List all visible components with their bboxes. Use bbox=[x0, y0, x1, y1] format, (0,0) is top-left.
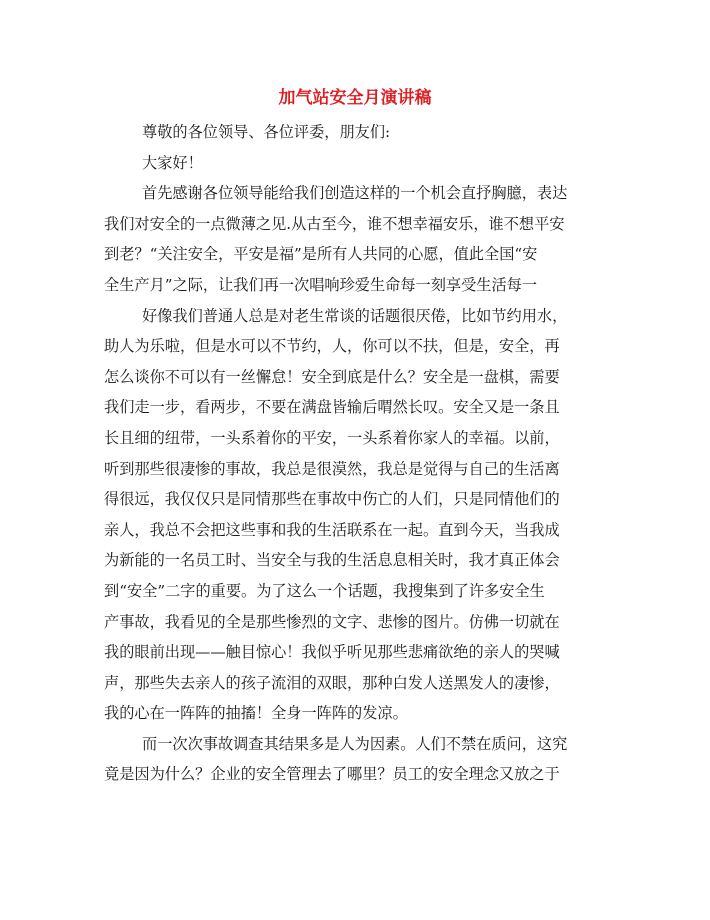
text-line: 声，那些失去亲人的孩子流泪的双眼，那种白发人送黑发人的凄惨， bbox=[104, 673, 560, 692]
text-line: 而一次次事故调查其结果多是人为因素。人们不禁在质问，这究 bbox=[142, 734, 568, 753]
paragraph-1 bbox=[104, 178, 598, 300]
paragraph-salutation bbox=[104, 117, 598, 148]
text-line: 竟是因为什么？企业的安全管理去了哪里？员工的安全理念又放之于 bbox=[104, 765, 560, 784]
text-line: 我们走一步，看两步，不要在满盘皆输后喟然长叹。安全又是一条且 bbox=[104, 398, 560, 417]
text-line: 到老？“关注安全，平安是福”是所有人共同的心愿，值此全国“安 bbox=[104, 245, 538, 264]
text-line: 得很远，我仅仅只是同情那些在事故中伤亡的人们，只是同情他们的 bbox=[104, 490, 560, 509]
paragraph-3 bbox=[104, 729, 598, 790]
text-line: 我们对安全的一点微薄之见.从古至今，谁不想幸福安乐，谁不想平安 bbox=[104, 214, 565, 233]
text-line: 首先感谢各位领导能给我们创造这样的一个机会直抒胸臆，表达 bbox=[142, 184, 568, 203]
text-line: 长且细的纽带，一头系着你的平安，一头系着你家人的幸福。以前， bbox=[104, 428, 560, 447]
text-line: 为新能的一名员工时、当安全与我的生活息息相关时，我才真正体会 bbox=[104, 551, 560, 570]
text-line: 尊敬的各位领导、各位评委，朋友们: bbox=[142, 123, 391, 141]
text-line: 大家好！ bbox=[142, 153, 203, 172]
text-line: 好像我们普通人总是对老生常谈的话题很厌倦，比如节约用水， bbox=[142, 306, 568, 325]
text-line: 全生产月”之际，让我们再一次唱响珍爱生命每一刻享受生活每一 bbox=[104, 275, 538, 294]
text-line: 怎么谈你不可以有一丝懈怠！安全到底是什么？安全是一盘棋，需要 bbox=[104, 367, 560, 386]
text-line: 到“安全”二字的重要。为了这么一个话题，我搜集到了许多安全生 bbox=[104, 581, 545, 600]
text-line: 产事故，我看见的全是那些惨烈的文字、悲惨的图片。仿佛一切就在 bbox=[104, 612, 560, 631]
text-line: 我的心在一阵阵的抽搐！全身一阵阵的发凉。 bbox=[104, 704, 408, 723]
document-body bbox=[104, 117, 598, 790]
paragraph-2 bbox=[104, 301, 598, 729]
text-line: 我的眼前出现——触目惊心！我似乎听见那些悲痛欲绝的亲人的哭喊 bbox=[104, 643, 560, 662]
paragraph-greeting bbox=[104, 148, 598, 179]
document-title: 加气站安全月演讲稿 bbox=[278, 88, 432, 108]
text-line: 听到那些很凄惨的事故，我总是很漠然，我总是觉得与自己的生活离 bbox=[104, 459, 560, 478]
text-line: 助人为乐啦，但是水可以不节约，人，你可以不扶，但是，安全，再 bbox=[104, 337, 560, 356]
text-line: 亲人，我总不会把这些事和我的生活联系在一起。直到今天，当我成 bbox=[104, 520, 560, 539]
